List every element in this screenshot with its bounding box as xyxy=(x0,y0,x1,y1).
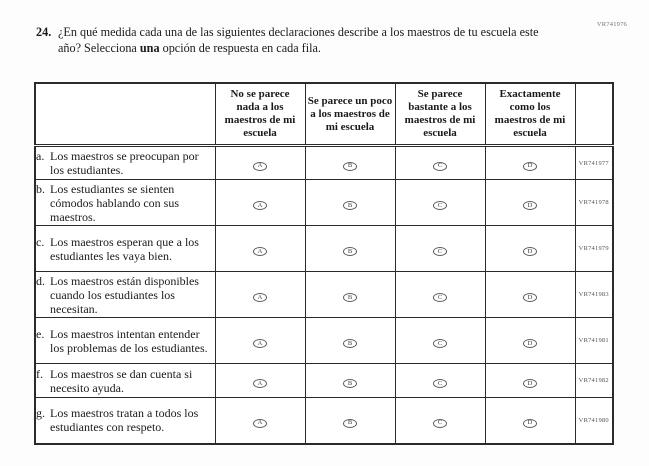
question-text xyxy=(58,25,544,56)
row-code: VR741983 xyxy=(575,272,613,318)
option-header-1: No se parece nada a los maestros de mi escuela xyxy=(215,83,305,146)
option-cell xyxy=(215,146,305,180)
option-cell xyxy=(305,180,395,226)
bubble-g-C[interactable] xyxy=(433,419,447,428)
bubble-g-D[interactable] xyxy=(523,419,537,428)
bubble-letter: C xyxy=(437,162,443,169)
response-matrix-table xyxy=(34,82,614,445)
option-cell xyxy=(215,226,305,272)
row-letter: e. xyxy=(36,326,45,341)
bubble-a-B[interactable] xyxy=(343,162,357,171)
bubble-letter: A xyxy=(257,293,263,301)
option-cell xyxy=(305,272,395,318)
option-cell xyxy=(395,226,485,272)
bubble-e-B[interactable] xyxy=(343,339,357,348)
bubble-letter: C xyxy=(437,293,443,301)
bubble-letter: D xyxy=(527,293,533,301)
row-code: VR741977 xyxy=(575,146,613,180)
bubble-d-A[interactable] xyxy=(253,293,267,302)
bubble-letter: D xyxy=(527,339,533,347)
bubble-e-D[interactable] xyxy=(523,339,537,348)
option-cell xyxy=(215,180,305,226)
question-number: 24. xyxy=(36,25,52,39)
bubble-letter: A xyxy=(257,247,263,255)
row-letter: a. xyxy=(36,149,45,163)
statement-text: Los maestros se preocupan por los estudiantes. xyxy=(50,149,199,177)
bubble-letter: D xyxy=(527,162,533,169)
row-letter: c. xyxy=(36,234,45,249)
bubble-b-A[interactable] xyxy=(253,201,267,210)
option-cell xyxy=(395,398,485,444)
option-cell xyxy=(485,226,575,272)
statement-text: Los maestros esperan que a los estudiantes les vaya bien. xyxy=(50,234,199,263)
bubble-g-A[interactable] xyxy=(253,419,267,428)
option-cell xyxy=(485,398,575,444)
option-cell xyxy=(395,272,485,318)
bubble-letter: A xyxy=(257,339,263,347)
bubble-f-B[interactable] xyxy=(343,379,357,388)
statement-text: Los maestros tratan a todos los estudiantes con respeto. xyxy=(50,406,199,435)
option-cell xyxy=(215,318,305,364)
bubble-letter: C xyxy=(437,201,443,209)
bubble-letter: D xyxy=(527,419,533,427)
bubble-c-A[interactable] xyxy=(253,247,267,256)
statement-header-cell xyxy=(35,83,215,146)
bubble-a-D[interactable] xyxy=(523,162,537,171)
bubble-f-C[interactable] xyxy=(433,379,447,388)
statement-text: Los maestros intentan entender los problemas de los estudiantes. xyxy=(50,326,208,355)
table-row-b xyxy=(35,180,613,226)
option-cell xyxy=(395,146,485,180)
option-cell xyxy=(215,398,305,444)
bubble-letter: C xyxy=(437,379,443,387)
table-row-c xyxy=(35,226,613,272)
row-letter: g. xyxy=(36,406,45,421)
option-cell xyxy=(485,180,575,226)
option-cell xyxy=(305,364,395,398)
question-text-part1: ¿En qué medida cada una de las siguientes declaraciones describe a los maestros de tu escuela este año? Selecciona xyxy=(58,25,539,55)
table-row-e xyxy=(35,318,613,364)
statement-text: Los maestros están disponibles cuando los estudiantes los necesitan. xyxy=(50,273,199,316)
bubble-letter: C xyxy=(437,247,443,255)
bubble-letter: B xyxy=(347,162,353,169)
bubble-letter: B xyxy=(347,339,353,347)
bubble-letter: A xyxy=(257,419,263,427)
bubble-letter: A xyxy=(257,201,263,209)
row-code: VR741982 xyxy=(575,364,613,398)
table-row-f xyxy=(35,364,613,398)
statement-text: Los estudiantes se sienten cómodos hablando con sus maestros. xyxy=(50,181,179,224)
bubble-d-D[interactable] xyxy=(523,293,537,302)
option-cell xyxy=(215,364,305,398)
statement-cell-e xyxy=(35,318,215,364)
option-cell xyxy=(305,146,395,180)
header-row xyxy=(35,83,613,146)
bubble-b-C[interactable] xyxy=(433,201,447,210)
bubble-a-C[interactable] xyxy=(433,162,447,171)
bubble-letter: D xyxy=(527,379,533,387)
bubble-letter: A xyxy=(257,162,263,169)
row-code: VR741980 xyxy=(575,398,613,444)
option-cell xyxy=(395,318,485,364)
row-letter: f. xyxy=(36,366,43,381)
question-text-bold: una xyxy=(139,40,160,55)
option-cell xyxy=(305,318,395,364)
bubble-letter: B xyxy=(347,201,353,209)
option-cell xyxy=(305,226,395,272)
bubble-f-D[interactable] xyxy=(523,379,537,388)
option-header-3: Se parece bastante a los maestros de mi escuela xyxy=(395,83,485,146)
bubble-letter: B xyxy=(347,247,353,255)
statement-cell-a xyxy=(35,146,215,180)
statement-cell-g xyxy=(35,398,215,444)
option-header-4: Exactamente como los maestros de mi escuela xyxy=(485,83,575,146)
statement-cell-c xyxy=(35,226,215,272)
form-code: VR741976 xyxy=(596,21,627,28)
row-letter: d. xyxy=(36,273,45,288)
bubble-letter: C xyxy=(437,419,443,427)
bubble-letter: A xyxy=(257,379,263,387)
row-code: VR741981 xyxy=(575,318,613,364)
bubble-letter: D xyxy=(527,201,533,209)
option-cell xyxy=(485,146,575,180)
row-code: VR741978 xyxy=(575,180,613,226)
bubble-letter: B xyxy=(347,293,353,301)
bubble-d-C[interactable] xyxy=(433,293,447,302)
bubble-d-B[interactable] xyxy=(343,293,357,302)
option-cell xyxy=(485,272,575,318)
bubble-letter: B xyxy=(347,379,353,387)
option-cell xyxy=(395,364,485,398)
option-header-2: Se parece un poco a los maestros de mi escuela xyxy=(305,83,395,146)
bubble-letter: D xyxy=(527,247,533,255)
bubble-e-A[interactable] xyxy=(253,339,267,348)
bubble-b-D[interactable] xyxy=(523,201,537,210)
option-cell xyxy=(395,180,485,226)
option-cell xyxy=(305,398,395,444)
statement-text: Los maestros se dan cuenta si necesito ayuda. xyxy=(50,366,193,395)
bubble-f-A[interactable] xyxy=(253,379,267,388)
table-row-a xyxy=(35,146,613,180)
statement-cell-b xyxy=(35,180,215,226)
code-header-cell xyxy=(575,83,613,146)
option-cell xyxy=(215,272,305,318)
table-row-d xyxy=(35,272,613,318)
bubble-c-B[interactable] xyxy=(343,247,357,256)
bubble-a-A[interactable] xyxy=(253,162,267,171)
option-cell xyxy=(485,318,575,364)
bubble-c-C[interactable] xyxy=(433,247,447,256)
question-text-part2: opción de respuesta en cada fila. xyxy=(159,40,321,55)
statement-cell-f xyxy=(35,364,215,398)
row-code: VR741979 xyxy=(575,226,613,272)
option-cell xyxy=(485,364,575,398)
bubble-letter: B xyxy=(347,419,353,427)
bubble-letter: C xyxy=(437,339,443,347)
bubble-g-B[interactable] xyxy=(343,419,357,428)
statement-cell-d xyxy=(35,272,215,318)
bubble-b-B[interactable] xyxy=(343,201,357,210)
bubble-c-D[interactable] xyxy=(523,247,537,256)
row-letter: b. xyxy=(36,181,45,196)
question-stem xyxy=(36,25,544,56)
bubble-e-C[interactable] xyxy=(433,339,447,348)
table-row-g xyxy=(35,398,613,444)
